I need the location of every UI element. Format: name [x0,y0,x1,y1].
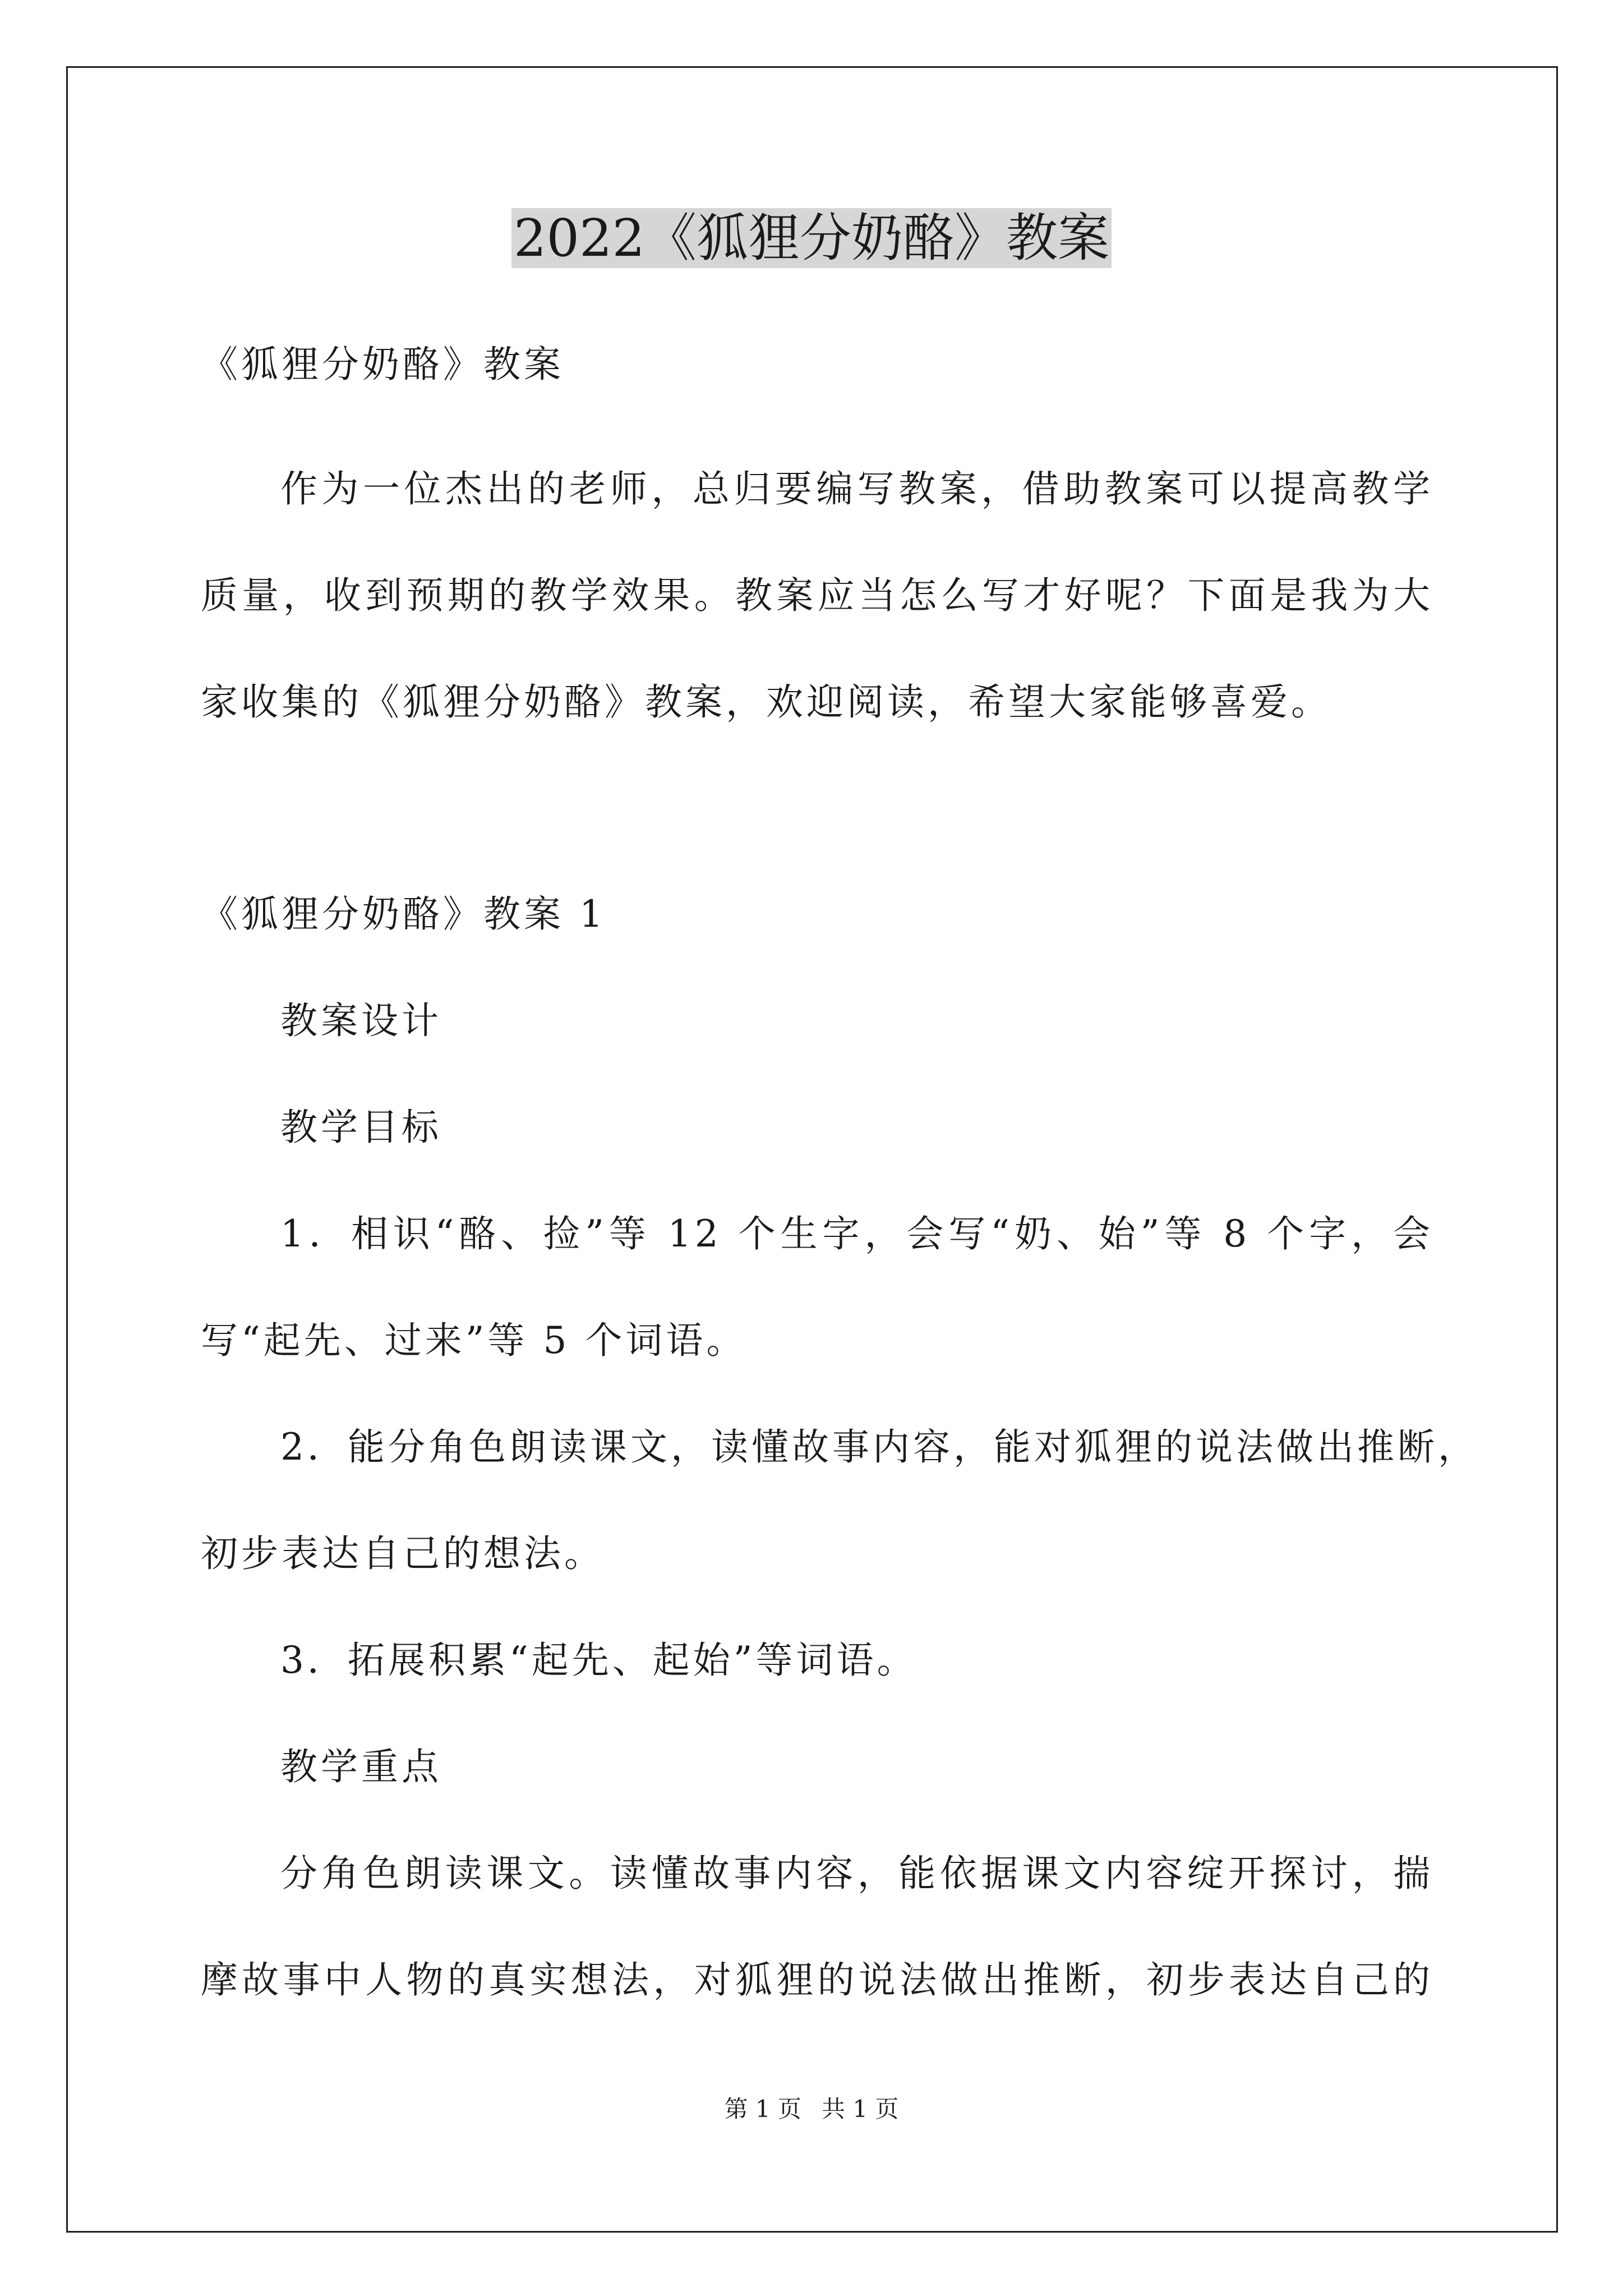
document-title-text: 2022《狐狸分奶酪》教案 [511,208,1112,268]
paragraph-line: 摩故事中人物的真实想法，对狐狸的说法做出推断，初步表达自己的 [201,1958,1433,2001]
paragraph-line: 3．拓展积累“起先、起始”等词语。 [280,1639,917,1682]
document-title [0,199,1623,278]
paragraph-line: 分角色朗读课文。读懂故事内容，能依据课文内容绽开探讨，揣 [280,1852,1433,1895]
paragraph-line: 2．能分角色朗读课文，读懂故事内容，能对狐狸的说法做出推断， [280,1425,1478,1469]
paragraph-line: 写“起先、过来”等 5 个词语。 [201,1319,747,1362]
paragraph-line: 初步表达自己的想法。 [201,1532,605,1575]
paragraph-line: 作为一位杰出的老师，总归要编写教案，借助教案可以提高教学 [280,467,1433,510]
page-number: 第 1 页 [724,2095,801,2123]
paragraph-line: 质量，收到预期的教学效果。教案应当怎么写才好呢？下面是我为大 [201,574,1433,617]
paragraph-line: 教学目标 [280,1106,442,1149]
paragraph-line: 家收集的《狐狸分奶酪》教案，欢迎阅读，希望大家能够喜爱。 [201,680,1331,724]
subtitle-line: 《狐狸分奶酪》教案 [201,343,564,386]
page-total: 共 1 页 [822,2095,899,2123]
section-heading: 《狐狸分奶酪》教案 1 [201,892,606,936]
paragraph-line: 教案设计 [280,999,442,1042]
page-footer [0,2092,1623,2126]
paragraph-line: 教学重点 [280,1745,442,1788]
paragraph-line: 1．相识“酪、捡”等 12 个生字，会写“奶、始”等 8 个字，会 [280,1212,1433,1255]
